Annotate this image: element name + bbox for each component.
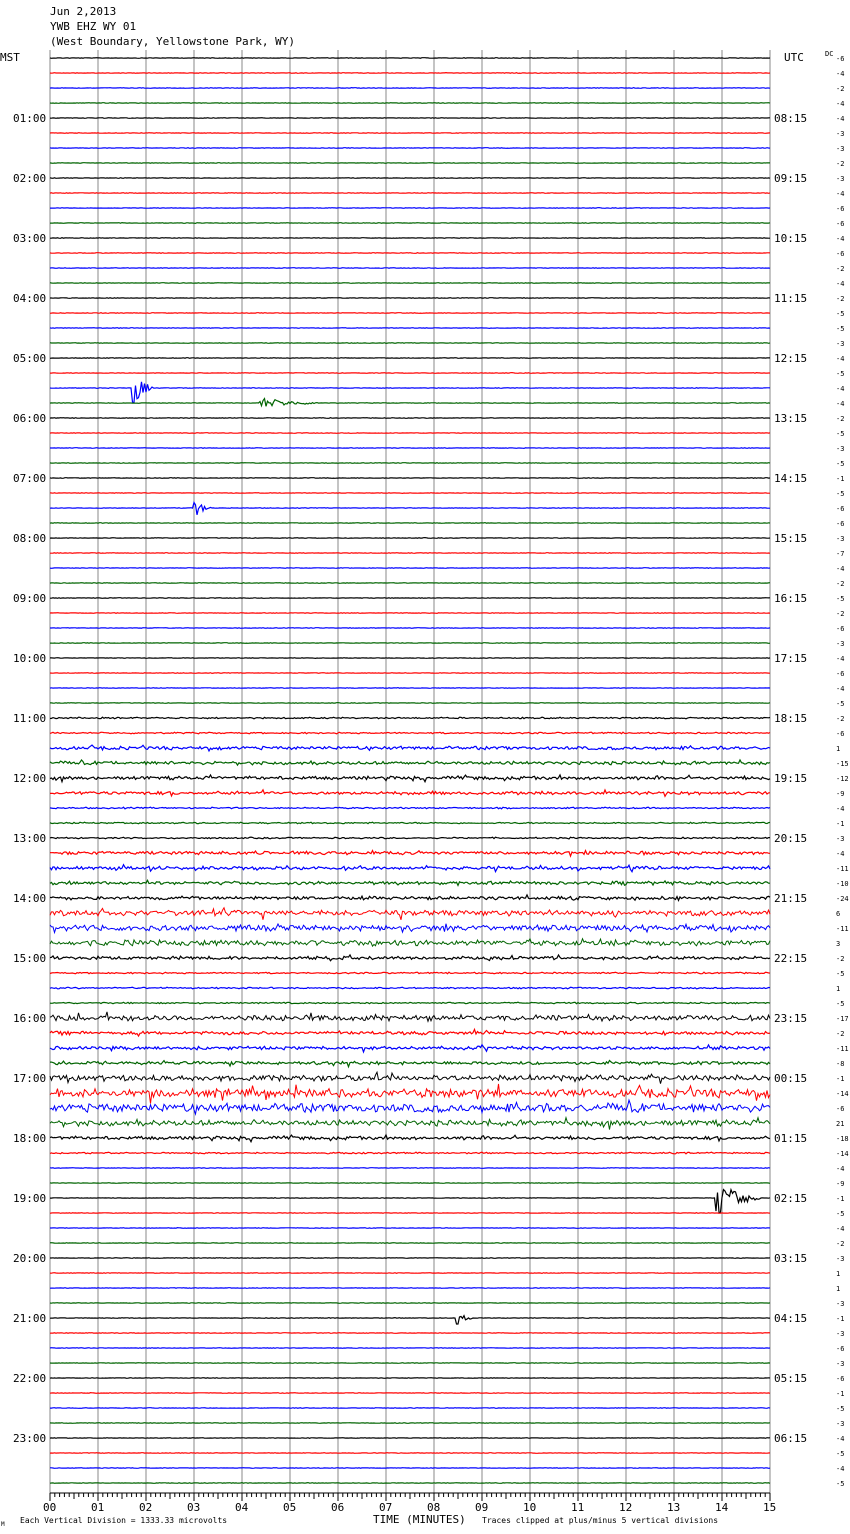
utc-hour-label: 21:15	[774, 892, 808, 905]
dc-offset-label: 3	[836, 940, 841, 948]
utc-hour-label: 00:15	[774, 1072, 808, 1085]
trace-row	[50, 703, 770, 704]
dc-offset-label: -5	[836, 310, 845, 318]
trace-row	[50, 1012, 770, 1021]
mst-hour-label: 05:00	[13, 352, 47, 365]
dc-offset-label: -2	[836, 295, 845, 303]
utc-hour-label: 12:15	[774, 352, 808, 365]
time-tick-label: 04	[235, 1501, 249, 1514]
dc-offset-label: -6	[836, 205, 845, 213]
dc-offset-label: -5	[836, 1000, 845, 1008]
trace-row	[50, 343, 770, 344]
trace-row	[50, 837, 770, 839]
dc-offset-label: -12	[836, 775, 849, 783]
dc-offset-label: -3	[836, 1360, 845, 1368]
trace-row	[50, 193, 770, 194]
utc-hour-label: 18:15	[774, 712, 808, 725]
trace-row	[50, 493, 770, 494]
trace-row	[50, 1152, 770, 1154]
mst-hour-label: 04:00	[13, 292, 47, 305]
trace-row	[50, 1084, 770, 1104]
dc-offset-label: -5	[836, 595, 845, 603]
utc-hour-label: 08:15	[774, 112, 808, 125]
dc-offset-label: -2	[836, 955, 845, 963]
trace-row	[50, 238, 770, 239]
dc-offset-label: -4	[836, 385, 845, 393]
dc-offset-label: 1	[836, 985, 841, 993]
dc-offset-label: -2	[836, 1030, 845, 1038]
trace-row	[50, 775, 770, 782]
trace-row	[50, 88, 770, 89]
corner-mark: M	[1, 1521, 5, 1528]
scale-note: Each Vertical Division = 1333.33 microvolts	[20, 1516, 228, 1525]
trace-row	[50, 822, 770, 824]
dc-offset-label: -2	[836, 715, 845, 723]
trace-row	[50, 1029, 770, 1036]
dc-offset-label: -14	[836, 1090, 849, 1098]
dc-offset-label: -4	[836, 1465, 845, 1473]
trace-row	[50, 1100, 770, 1114]
dc-offset-label: -4	[836, 115, 845, 123]
trace-row	[50, 1045, 770, 1052]
trace-row	[50, 851, 770, 857]
mst-hour-label: 06:00	[13, 412, 47, 425]
dc-offset-label: -3	[836, 145, 845, 153]
trace-row	[50, 1483, 770, 1484]
trace-row	[50, 223, 770, 224]
trace-row	[50, 673, 770, 674]
dc-offset-label: -3	[836, 1300, 845, 1308]
time-axis	[43, 1493, 776, 1514]
station-code: YWB EHZ WY 01	[50, 20, 137, 33]
trace-row	[50, 583, 770, 584]
dc-offset-label: -1	[836, 1390, 845, 1398]
trace-row	[50, 1061, 770, 1067]
dc-offset-label: -6	[836, 730, 845, 738]
dc-offset-label: -9	[836, 790, 845, 798]
trace-row	[50, 448, 770, 449]
trace-row	[50, 1363, 770, 1364]
mst-hour-label: 11:00	[13, 712, 47, 725]
time-tick-label: 02	[139, 1501, 153, 1514]
mst-hour-label: 14:00	[13, 892, 47, 905]
dc-offset-label: -4	[836, 1165, 845, 1173]
utc-hour-label: 17:15	[774, 652, 808, 665]
clip-note: Traces clipped at plus/minus 5 vertical divisions	[482, 1516, 719, 1525]
dc-offset-label: -4	[836, 565, 845, 573]
dc-offset-label: -4	[836, 190, 845, 198]
trace-row	[50, 1118, 770, 1130]
trace-row	[50, 598, 770, 599]
dc-offset-label: -6	[836, 1375, 845, 1383]
mst-hour-label: 17:00	[13, 1072, 47, 1085]
dc-offset-label: -6	[836, 625, 845, 633]
trace-row	[50, 865, 770, 872]
time-tick-label: 09	[475, 1501, 489, 1514]
time-tick-label: 08	[427, 1501, 441, 1514]
utc-hour-label: 13:15	[774, 412, 808, 425]
dc-offset-label: -2	[836, 1240, 845, 1248]
trace-row	[50, 313, 770, 314]
dc-offset-label: -3	[836, 340, 845, 348]
trace-row	[50, 553, 770, 554]
utc-hour-label: 16:15	[774, 592, 808, 605]
dc-offset-label: -6	[836, 1345, 845, 1353]
trace-row	[50, 148, 770, 149]
trace-row	[50, 178, 770, 179]
trace-row	[50, 939, 770, 947]
dc-offset-label: -4	[836, 850, 845, 858]
trace-row	[50, 503, 770, 515]
trace-row	[50, 1408, 770, 1409]
dc-offset-label: -2	[836, 580, 845, 588]
station-location: (West Boundary, Yellowstone Park, WY)	[50, 35, 296, 48]
dc-offset-label: -2	[836, 265, 845, 273]
dc-offset-label: -5	[836, 970, 845, 978]
utc-hour-label: 11:15	[774, 292, 808, 305]
dc-offset-label: -3	[836, 1255, 845, 1263]
dc-offset-label: -5	[836, 370, 845, 378]
trace-row	[50, 538, 770, 539]
trace-row	[50, 568, 770, 569]
trace-row	[50, 658, 770, 659]
trace-row	[50, 972, 770, 974]
dc-offset-label: -3	[836, 640, 845, 648]
mst-hour-label: 23:00	[13, 1432, 47, 1445]
trace-row	[50, 418, 770, 419]
trace-row	[50, 643, 770, 644]
dc-offset-label: -5	[836, 325, 845, 333]
dc-offset-label: -9	[836, 1180, 845, 1188]
dc-offset-label: -5	[836, 700, 845, 708]
dc-offset-label: 21	[836, 1120, 845, 1128]
dc-offset-label: -2	[836, 610, 845, 618]
trace-group	[50, 58, 770, 1484]
dc-offset-label: -11	[836, 925, 849, 933]
time-tick-label: 10	[523, 1501, 537, 1514]
time-tick-label: 03	[187, 1501, 201, 1514]
mst-hour-label: 07:00	[13, 472, 47, 485]
trace-row	[50, 613, 770, 614]
dc-offset-label: -1	[836, 820, 845, 828]
dc-offset-label: 1	[836, 1285, 841, 1293]
dc-offset-label: -5	[836, 430, 845, 438]
dc-offset-label: -15	[836, 760, 849, 768]
mst-hour-label: 12:00	[13, 772, 47, 785]
trace-row	[50, 924, 770, 933]
utc-hour-label: 06:15	[774, 1432, 808, 1445]
time-tick-label: 01	[91, 1501, 105, 1514]
dc-offset-label: 6	[836, 910, 841, 918]
trace-row	[50, 1316, 770, 1324]
dc-offset-label: -5	[836, 460, 845, 468]
dc-offset-label: -3	[836, 175, 845, 183]
trace-row	[50, 118, 770, 119]
trace-row	[50, 1303, 770, 1304]
utc-hour-label: 14:15	[774, 472, 808, 485]
trace-row	[50, 1002, 770, 1004]
dc-offset-label: -4	[836, 805, 845, 813]
trace-row	[50, 433, 770, 434]
dc-offset-label: -6	[836, 250, 845, 258]
vertical-grid	[50, 50, 770, 1493]
dc-offset-label: -6	[836, 520, 845, 528]
time-tick-label: 12	[619, 1501, 633, 1514]
dc-offset-label: -6	[836, 670, 845, 678]
dc-offset-label: -6	[836, 55, 845, 63]
utc-hour-label: 10:15	[774, 232, 808, 245]
trace-row	[50, 478, 770, 479]
utc-hour-label: 04:15	[774, 1312, 808, 1325]
dc-offset-label: -5	[836, 1405, 845, 1413]
utc-hour-label: 19:15	[774, 772, 808, 785]
dc-offset-label: -2	[836, 415, 845, 423]
mst-hour-label: 19:00	[13, 1192, 47, 1205]
time-tick-label: 05	[283, 1501, 297, 1514]
dc-offset-label: -4	[836, 655, 845, 663]
dc-offset-label: -4	[836, 685, 845, 693]
plot-date: Jun 2,2013	[50, 5, 117, 18]
dc-offset-label: -6	[836, 505, 845, 513]
utc-hour-label: 22:15	[774, 952, 808, 965]
trace-row	[50, 163, 770, 164]
dc-offset-label: -4	[836, 100, 845, 108]
trace-row	[50, 399, 770, 407]
utc-hour-label: 20:15	[774, 832, 808, 845]
mst-hour-label: 20:00	[13, 1252, 47, 1265]
time-tick-label: 00	[43, 1501, 57, 1514]
trace-row	[50, 133, 770, 134]
dc-offset-label: -7	[836, 550, 845, 558]
time-tick-label: 13	[667, 1501, 681, 1514]
trace-row	[50, 268, 770, 269]
dc-offset-label: -8	[836, 1060, 845, 1068]
dc-offset-label: -1	[836, 1315, 845, 1323]
trace-row	[50, 208, 770, 209]
mst-hour-label: 13:00	[13, 832, 47, 845]
mst-hour-label: 08:00	[13, 532, 47, 545]
dc-offset-label: 1	[836, 745, 841, 753]
utc-hour-label: 09:15	[774, 172, 808, 185]
trace-row	[50, 908, 770, 920]
dc-offset-label: -4	[836, 280, 845, 288]
utc-hour-label: 03:15	[774, 1252, 808, 1265]
dc-offset-label: -24	[836, 895, 849, 903]
mst-hour-label: 21:00	[13, 1312, 47, 1325]
trace-row	[50, 103, 770, 104]
trace-row	[50, 688, 770, 689]
dc-offset-label: -6	[836, 1105, 845, 1113]
trace-row	[50, 1168, 770, 1169]
trace-row	[50, 790, 770, 797]
dc-offset-label: -10	[836, 880, 849, 888]
dc-offset-label: -4	[836, 1435, 845, 1443]
trace-row	[50, 1378, 770, 1379]
dc-offset-label: -14	[836, 1150, 849, 1158]
utc-label: UTC	[784, 51, 804, 64]
trace-row	[50, 760, 770, 765]
trace-row	[50, 382, 770, 403]
dc-label: DC	[825, 50, 834, 58]
dc-offset-label: -5	[836, 1450, 845, 1458]
mst-hour-label: 02:00	[13, 172, 47, 185]
time-tick-label: 14	[715, 1501, 729, 1514]
dc-offset-label: -5	[836, 1210, 845, 1218]
trace-row	[50, 807, 770, 809]
trace-row	[50, 253, 770, 254]
utc-hour-label: 02:15	[774, 1192, 808, 1205]
trace-row	[50, 1393, 770, 1394]
dc-offset-label: -5	[836, 490, 845, 498]
dc-offset-label: -3	[836, 835, 845, 843]
dc-offset-label: -18	[836, 1135, 849, 1143]
trace-row	[50, 1273, 770, 1274]
trace-row	[50, 358, 770, 359]
mst-hour-label: 18:00	[13, 1132, 47, 1145]
trace-row	[50, 1333, 770, 1334]
mst-hour-label: 03:00	[13, 232, 47, 245]
time-tick-label: 15	[763, 1501, 777, 1514]
trace-row	[50, 628, 770, 629]
trace-row	[50, 1438, 770, 1439]
dc-offset-label: -4	[836, 70, 845, 78]
dc-offset-label: -1	[836, 475, 845, 483]
trace-row	[50, 1228, 770, 1229]
dc-offset-label: -2	[836, 160, 845, 168]
utc-hour-label: 23:15	[774, 1012, 808, 1025]
mst-label: MST	[0, 51, 20, 64]
dc-offset-label: -4	[836, 1225, 845, 1233]
mst-hour-label: 10:00	[13, 652, 47, 665]
trace-row	[50, 463, 770, 464]
trace-row	[50, 328, 770, 329]
dc-offset-label: -3	[836, 445, 845, 453]
trace-row	[50, 1348, 770, 1349]
dc-offset-label: -3	[836, 535, 845, 543]
trace-row	[50, 1190, 770, 1213]
utc-hour-label: 01:15	[774, 1132, 808, 1145]
dc-offset-label: -3	[836, 1420, 845, 1428]
trace-row	[50, 880, 770, 885]
dc-offset-label: -2	[836, 85, 845, 93]
trace-row	[50, 1423, 770, 1424]
utc-hour-label: 15:15	[774, 532, 808, 545]
trace-row	[50, 1135, 770, 1142]
trace-row	[50, 895, 770, 901]
dc-offset-label: -4	[836, 355, 845, 363]
time-tick-label: 11	[571, 1501, 585, 1514]
trace-row	[50, 955, 770, 961]
trace-row	[50, 283, 770, 284]
dc-offset-label: -11	[836, 865, 849, 873]
x-axis-title: TIME (MINUTES)	[373, 1513, 466, 1526]
trace-row	[50, 58, 770, 59]
mst-hour-label: 01:00	[13, 112, 47, 125]
trace-row	[50, 987, 770, 989]
dc-offset-label: -4	[836, 235, 845, 243]
trace-row	[50, 1072, 770, 1083]
utc-hour-label: 05:15	[774, 1372, 808, 1385]
trace-row	[50, 1183, 770, 1184]
dc-offset-label: -17	[836, 1015, 849, 1023]
trace-row	[50, 732, 770, 734]
trace-row	[50, 745, 770, 751]
time-tick-label: 06	[331, 1501, 345, 1514]
dc-offset-label: -6	[836, 220, 845, 228]
trace-row	[50, 373, 770, 374]
trace-row	[50, 717, 770, 719]
dc-offset-label: -1	[836, 1075, 845, 1083]
mst-hour-label: 09:00	[13, 592, 47, 605]
dc-offset-label: -3	[836, 130, 845, 138]
trace-row	[50, 1468, 770, 1469]
mst-hour-label: 16:00	[13, 1012, 47, 1025]
dc-offset-label: -1	[836, 1195, 845, 1203]
dc-offset-label: -4	[836, 400, 845, 408]
mst-hour-label: 15:00	[13, 952, 47, 965]
dc-offset-label: 1	[836, 1270, 841, 1278]
trace-row	[50, 1453, 770, 1454]
trace-row	[50, 298, 770, 299]
mst-hour-label: 22:00	[13, 1372, 47, 1385]
time-tick-label: 07	[379, 1501, 393, 1514]
dc-offset-label: -11	[836, 1045, 849, 1053]
dc-offset-label: -3	[836, 1330, 845, 1338]
trace-row	[50, 1258, 770, 1259]
trace-row	[50, 1213, 770, 1214]
dc-offset-label: -5	[836, 1480, 845, 1488]
trace-row	[50, 523, 770, 524]
trace-row	[50, 73, 770, 74]
trace-row	[50, 1288, 770, 1289]
trace-row	[50, 1243, 770, 1244]
